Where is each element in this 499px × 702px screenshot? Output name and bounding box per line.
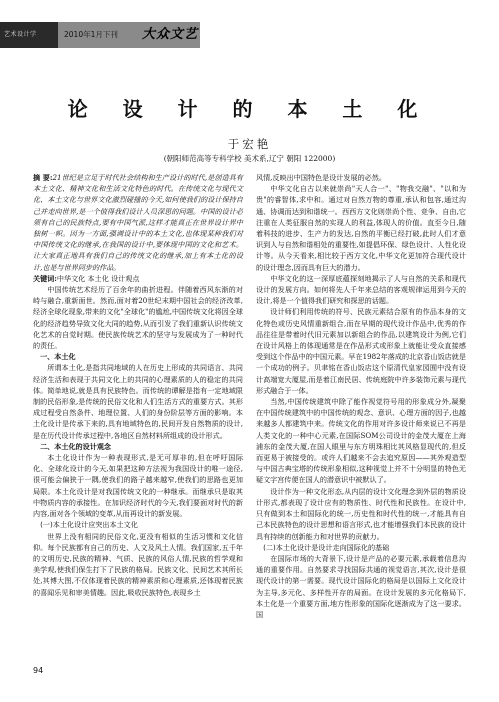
body-paragraph: 世界上没有相同的民俗文化,更没有相似的生活习惯和文化信仰。每个民族都有自己的历史、人文及风土人情。我们国家,五千年的文明历史,民族的精神、气质、民族的风俗人情,民族的哲学观和美学观,使我们保生打下了民族的格局。民族文化、民间艺术其所长处,其博大图,不仅体现着民族的精神素质和心理素质,还体现着民族的喜闻乐见和审美情趣。因此,吸收民族特色,表现乡土 bbox=[33, 531, 243, 597]
abstract-label: 摘 要: bbox=[33, 173, 53, 182]
article-title: 论 设 计 的 本 土 化 bbox=[67, 97, 432, 121]
abstract bbox=[33, 172, 243, 273]
masthead bbox=[0, 22, 200, 48]
body-paragraph: 在国际市场的大背景下,设计是产品的必要元素,承载着信息沟通的重要作用。自然要求寻找国际共通的视觉语言,其次,设计是很现代设计的第一需要。现代设计国际化的格局是以国际上文化设计为主导,多元化、多样性开存的局面。在设计发展的多元化格局下,本土化是一个重要方面,地方性形象的国际化逐渐成为了这一要求。国 bbox=[256, 553, 466, 619]
body-paragraph: 所谓本土化,是指共同地域的人在历史上形成的共同语言、共同经济生活和表现于共同文化上的共同的心理素质的人的稳定的共同体。简单地说,就是具有民族特色。而传统的谭解是指有一定地域限制的民俗形象,是传统的民俗文化和人们生活方式的重要方式。其形成过程受自然条件、地理位置、人们的身份阶层等方面的影响。本土化设计是传承下来的,具有地域特色的,民间开发自然物质的设计,是在历代设计传承过程中,各地区自然材料所组成的设计形式。 bbox=[33, 363, 243, 440]
body-paragraph: 中华文化自古以来就崇尚"天人合一"、"物我交融"、"以和为贵"的睿智体,求中和。通过对自然万物的尊重,承认和包容,通过沟通、协调而达到和谐统一。西西方文化则崇尚个性、竞争、自由,它注重在人类征服自然的实现人的利益,体现人的价值。直至今日,随着科技的进步、生产力的发达,自然的平衡已经打破,此时人们才意识到人与自然和谐相处的重要性,如提倡环保、绿色设计、人性化设计等。从今天看来,相比较于西方文化,中华文化更加符合现代设计的设计理念,因而具有巨大的潜力。 bbox=[256, 184, 466, 272]
body-paragraph: 当然,中国传统建筑中除了能作视觉符号用的形象成分外,凝聚在中国传统建筑中的中国传统的观念、意识、心理方面的因子,也越来越多人都建筑中来。传统文化的作用对许多设计师来说已不再是人类文化的一种中心元素,在国际SOM公司设计的金茂大厦在上海浦东的金茂大厦,在国人眼里与东方明珠相比其风格显现代的,但反而更易于被接受的。或许人们越来不会去追究原因——其外观造型与中国古典宝塔的传统形象相似,这种视觉上并不十分明显的特色无疑文字宫传便在国人的潜意识中被默认了。 bbox=[256, 397, 466, 485]
right-column bbox=[256, 172, 466, 620]
left-column bbox=[33, 172, 243, 598]
issue-date: 2010年1月下刊 bbox=[64, 30, 118, 39]
section-heading: 二、本土化的设计观念 bbox=[40, 441, 112, 451]
body-paragraph: 中华文化的这一深厚底蕴探刻地揭示了人与自然的关系和现代设计的发展方向。如何将先人千年来总结的客观规律运用到今天的设计,将是一个值得我们研究和探思的话题。 bbox=[256, 273, 466, 306]
keywords-label: 关键词: bbox=[33, 273, 57, 283]
body-paragraph: 本土化设计作为一种表现形式,是无可厚非的,但在呼吁国际化、全球化设计的今天,如果把这种方法视为我国设计的唯一途径,很可能会偏狭于一隅,使我们的路子越来越窄,使我们的思路也更加局限。本土化设计是对我国传统文化的一种继承。而继承只是取其中物质内容的承接性。在加识经济时代的今天,我们要面对时代的新内容,面对各个领域的变革,从而再设计的新发展。 bbox=[33, 453, 243, 519]
author-affiliation: (朝阳师范高等专科学校 美术系,辽宁 朝阳 122000) bbox=[163, 154, 336, 163]
keywords bbox=[33, 273, 243, 284]
body-paragraph: 中国传统艺术经历了百余年的曲折进程。伴随着西风东渐的对峙与融合,重新面世。然而,面对着20世纪末期中国社会的经济改革,经济全球化现象,带来的文化"全球化"的尴尬,中国传统文化将因全球化的经济趋势导致文化大同的趋势,从而引发了我们重新认识传统文化艺术的自觉时期。使民族传统艺术的坚守与发展成为了一种时代的责任。 bbox=[33, 285, 243, 351]
page-number: 94 bbox=[33, 666, 44, 675]
section-logo: 艺术设计学 bbox=[0, 22, 58, 48]
section-heading: 一、本土化 bbox=[40, 352, 76, 362]
subsection-heading: (一)本土化设计应突出本土文化 bbox=[40, 520, 138, 530]
subsection-heading: (二)本土化设计是设计走向国际化的基础 bbox=[263, 542, 390, 552]
author-name: 于宏艳 bbox=[227, 137, 272, 151]
body-paragraph: 风情,反映出中国特色是设计发展的必然。 bbox=[256, 173, 386, 182]
abstract-text: 21世纪是立足于时代社会结构和生产设计的时代,是创造具有本土文化、精神文化和生活文化特色的时代。在传统文化与现代文化、本土文化与世界文化激烈碰撞的今天,如何使我们的设计保持自己并走向世界,是一个值得我们设计人员深思的问题。中国的设计必须有自己的民族特点,要有中国气派,这样才能真正在世界设计界中独树一帜。因为一方面,强调设计中的本土文化,也体现某种我们对中国传统文化的继承,在我国的设计中,要体现中国的文化和艺术。让大家真正地具有我们自己的传统文化的继承,加上有本土化的设计,也是与世界同步的作品。 bbox=[33, 173, 244, 272]
keywords-text: 中华文化 本土化 设计观点 bbox=[56, 273, 140, 283]
body-paragraph: 设计作为一种文化形态,从内层的设计文化理念到外层的物质设计形式,都表现了设计应有的物质性、时代性和民族性。在设计中,只有做到本土和国际化的统一,历史性和时代性的统一,才能具有自己本民族特色的设计思想和语言形式,也才能增强我们本民族的设计具有持续的创新能力和对世界的贡献力。 bbox=[256, 486, 466, 541]
journal-name: 大众文艺 bbox=[142, 27, 199, 42]
body-paragraph: 设计师们利用传统的符号、民族元素结合原有的作品本身的文化特色或历史风情重新组合,而在早期的现代设计作品中,优秀的作品往往是带着时代旧元素加以新组合的作品,以建筑设计为例,它们在设计风格上的体现通常是在作品形式或形象上就能让受众直接感受到这个作品中的中国元素。早在1982年落成的北京香山饭店就是一个成功的例子。贝聿铭在香山饭店这个原清代皇家园囿中没有设计高端宽大厦屋,而是着江南民居、传统庭院中许多装饰元素与现代形式融合于一体。 bbox=[256, 307, 466, 395]
